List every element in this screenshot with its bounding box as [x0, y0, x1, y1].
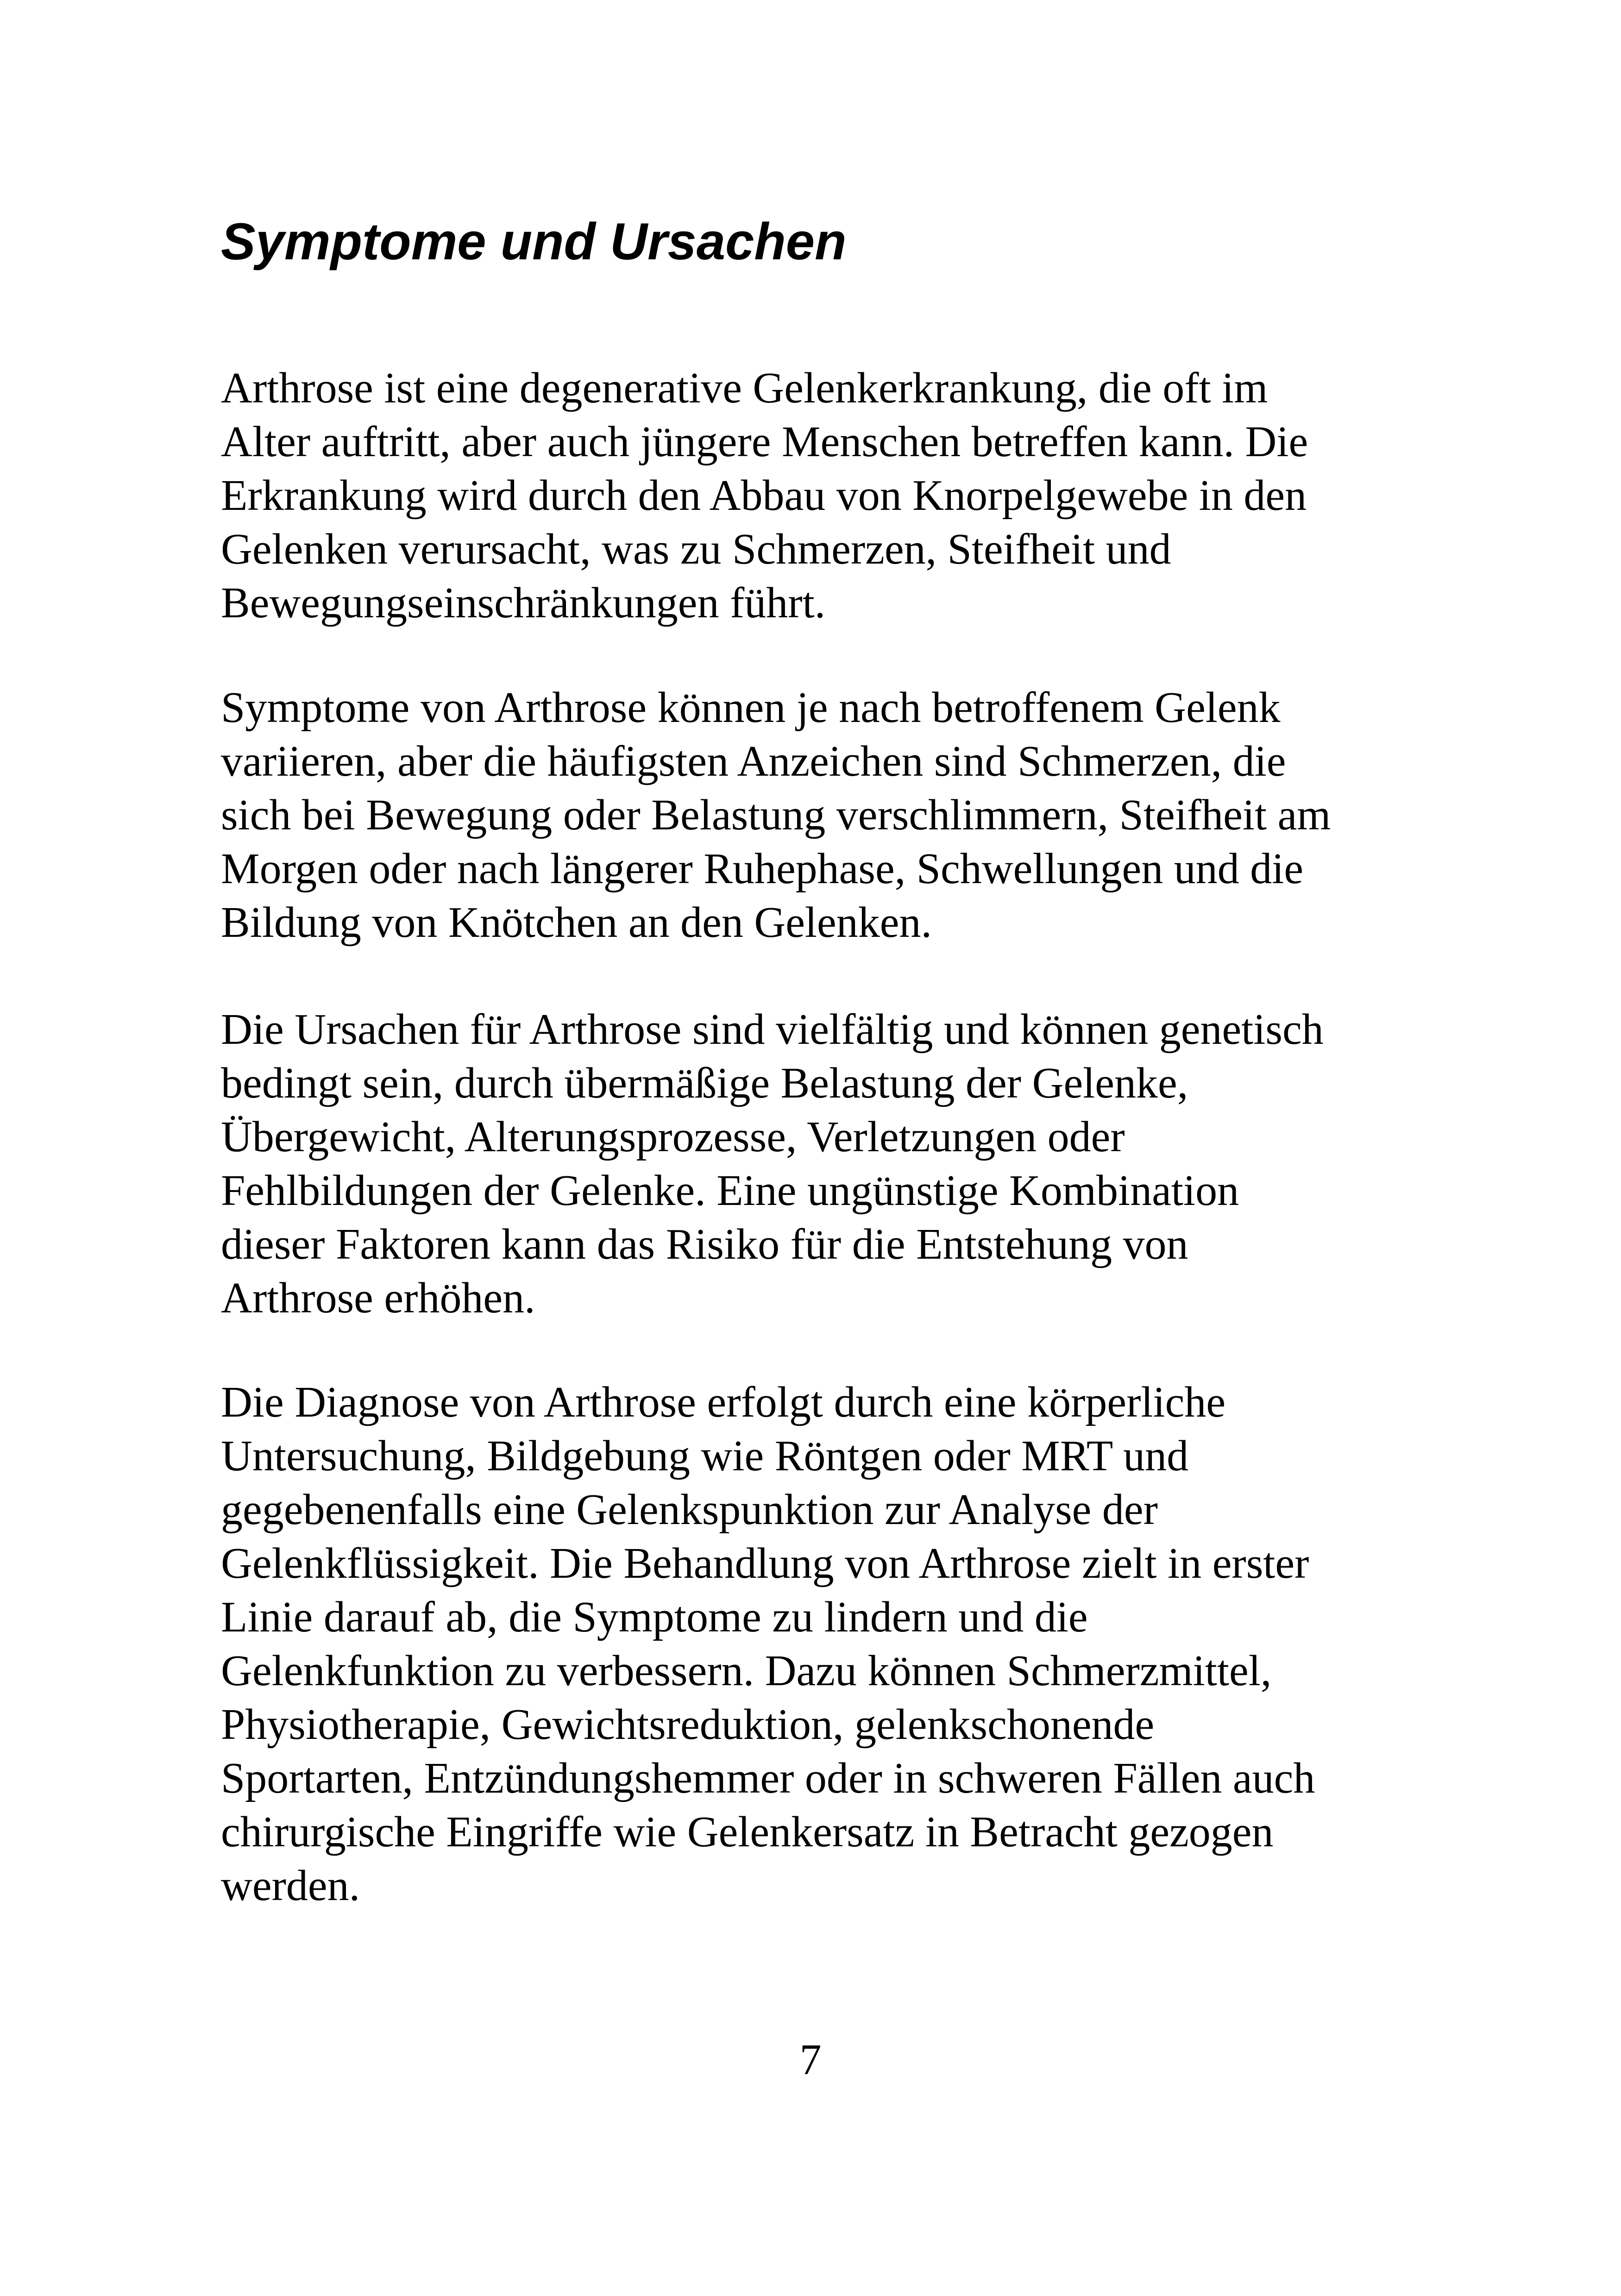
paragraph-line: Arthrose ist eine degenerative Gelenkerkrankung, die oft im: [221, 364, 1268, 412]
paragraph-2: [221, 681, 1331, 949]
paragraph-line: bedingt sein, durch übermäßige Belastung der Gelenke,: [221, 1059, 1188, 1107]
paragraph-line: variieren, aber die häufigsten Anzeichen sind Schmerzen, die: [221, 737, 1286, 785]
page-heading: Symptome und Ursachen: [221, 213, 847, 270]
paragraph-line: Alter auftritt, aber auch jüngere Menschen betreffen kann. Die: [221, 418, 1308, 466]
paragraph-line: Erkrankung wird durch den Abbau von Knorpelgewebe in den: [221, 471, 1307, 520]
paragraph-line: chirurgische Eingriffe wie Gelenkersatz in Betracht gezogen: [221, 1808, 1274, 1856]
paragraph-line: Die Diagnose von Arthrose erfolgt durch eine körperliche: [221, 1378, 1226, 1426]
paragraph-line: Linie darauf ab, die Symptome zu lindern und die: [221, 1593, 1088, 1641]
paragraph-line: Die Ursachen für Arthrose sind vielfältig und können genetisch: [221, 1005, 1324, 1054]
paragraph-line: Untersuchung, Bildgebung wie Röntgen oder MRT und: [221, 1432, 1189, 1480]
paragraph-line: Gelenkfunktion zu verbessern. Dazu können Schmerzmittel,: [221, 1647, 1272, 1695]
paragraph-1: [221, 361, 1308, 630]
paragraph-line: Arthrose erhöhen.: [221, 1274, 535, 1322]
paragraph-line: sich bei Bewegung oder Belastung verschlimmern, Steifheit am: [221, 791, 1331, 839]
paragraph-line: Bewegungseinschränkungen führt.: [221, 579, 826, 627]
paragraph-line: Gelenken verursacht, was zu Schmerzen, Steifheit und: [221, 525, 1171, 573]
page-number: 7: [799, 2036, 822, 2084]
paragraph-line: gegebenenfalls eine Gelenkspunktion zur Analyse der: [221, 1486, 1158, 1534]
paragraph-line: Sportarten, Entzündungshemmer oder in schweren Fällen auch: [221, 1754, 1315, 1802]
paragraph-line: Morgen oder nach längerer Ruhephase, Schwellungen und die: [221, 845, 1304, 893]
paragraph-line: Bildung von Knötchen an den Gelenken.: [221, 898, 932, 947]
paragraph-line: Symptome von Arthrose können je nach betroffenem Gelenk: [221, 684, 1281, 732]
paragraph-line: Gelenkflüssigkeit. Die Behandlung von Arthrose zielt in erster: [221, 1539, 1309, 1587]
paragraph-line: Fehlbildungen der Gelenke. Eine ungünstige Kombination: [221, 1167, 1239, 1215]
paragraph-3: [221, 1003, 1324, 1325]
paragraph-4: [221, 1375, 1315, 1913]
paragraph-line: werden.: [221, 1862, 360, 1910]
paragraph-line: Übergewicht, Alterungsprozesse, Verletzungen oder: [221, 1113, 1125, 1161]
paragraph-line: Physiotherapie, Gewichtsreduktion, gelenkschonende: [221, 1700, 1155, 1749]
paragraph-line: dieser Faktoren kann das Risiko für die Entstehung von: [221, 1220, 1188, 1268]
